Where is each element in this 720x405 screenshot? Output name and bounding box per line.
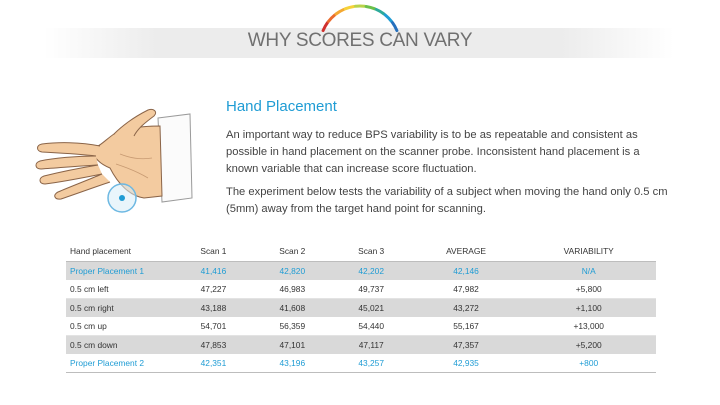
table-cell: +800 — [521, 354, 656, 373]
arc-segment — [376, 9, 384, 14]
target-point-icon — [108, 184, 136, 212]
table-cell: 54,701 — [174, 317, 253, 336]
table-cell: 41,608 — [253, 299, 332, 318]
table-cell: 42,351 — [174, 354, 253, 373]
table-cell: 47,117 — [332, 336, 411, 355]
column-header: Scan 2 — [253, 241, 332, 262]
table-row — [66, 280, 656, 299]
table-cell: 49,737 — [332, 280, 411, 299]
table-row — [66, 354, 656, 373]
table-cell: 0.5 cm up — [66, 317, 174, 336]
arc-segment — [345, 6, 354, 8]
table-cell: 43,196 — [253, 354, 332, 373]
table-cell: N/A — [521, 262, 656, 281]
table-cell: 43,188 — [174, 299, 253, 318]
table-row — [66, 317, 656, 336]
column-header: Scan 1 — [174, 241, 253, 262]
arc-segment — [328, 15, 334, 21]
table-cell: 45,021 — [332, 299, 411, 318]
table-cell: +5,200 — [521, 336, 656, 355]
section-heading: Hand Placement — [226, 98, 337, 115]
table-cell: 42,935 — [411, 354, 522, 373]
table-cell: 54,440 — [332, 317, 411, 336]
table-cell: 47,357 — [411, 336, 522, 355]
table-cell: 56,359 — [253, 317, 332, 336]
table-row — [66, 299, 656, 318]
table-cell: 42,820 — [253, 262, 332, 281]
arc-segment — [336, 9, 344, 14]
page-title: WHY SCORES CAN VARY — [247, 30, 473, 51]
arc-segment — [385, 15, 391, 21]
results-table — [66, 241, 656, 373]
table-cell: 0.5 cm right — [66, 299, 174, 318]
experiment-paragraph: The experiment below tests the variability of a subject when moving the hand only 0.5 cm (5mm) away from the target hand point for scanning. — [226, 186, 668, 215]
table-cell: +1,100 — [521, 299, 656, 318]
table-cell: 42,202 — [332, 262, 411, 281]
arc-segment — [366, 6, 375, 8]
table-cell: 47,101 — [253, 336, 332, 355]
table-cell: Proper Placement 2 — [66, 354, 174, 373]
table-cell: +5,800 — [521, 280, 656, 299]
table-header-row — [66, 241, 656, 262]
table-cell: +13,000 — [521, 317, 656, 336]
table-cell: Proper Placement 1 — [66, 262, 174, 281]
table-cell: 43,272 — [411, 299, 522, 318]
table-cell: 47,853 — [174, 336, 253, 355]
table-cell: 41,416 — [174, 262, 253, 281]
table-row — [66, 262, 656, 281]
column-header: AVERAGE — [411, 241, 522, 262]
column-header: Hand placement — [66, 241, 174, 262]
table-cell: 43,257 — [332, 354, 411, 373]
table-cell: 46,983 — [253, 280, 332, 299]
table-cell: 0.5 cm left — [66, 280, 174, 299]
table-cell: 47,982 — [411, 280, 522, 299]
table-row — [66, 336, 656, 355]
table-cell: 47,227 — [174, 280, 253, 299]
table-cell: 42,146 — [411, 262, 522, 281]
column-header: VARIABILITY — [521, 241, 656, 262]
column-header: Scan 3 — [332, 241, 411, 262]
table-cell: 55,167 — [411, 317, 522, 336]
table-cell: 0.5 cm down — [66, 336, 174, 355]
intro-paragraph: An important way to reduce BPS variability is to be as repeatable and consistent as possible in hand placement on the scanner probe. Inconsistent hand placement is a known variable that can increase score fluctuation. — [226, 129, 640, 175]
hand-illustration-icon — [30, 98, 195, 218]
